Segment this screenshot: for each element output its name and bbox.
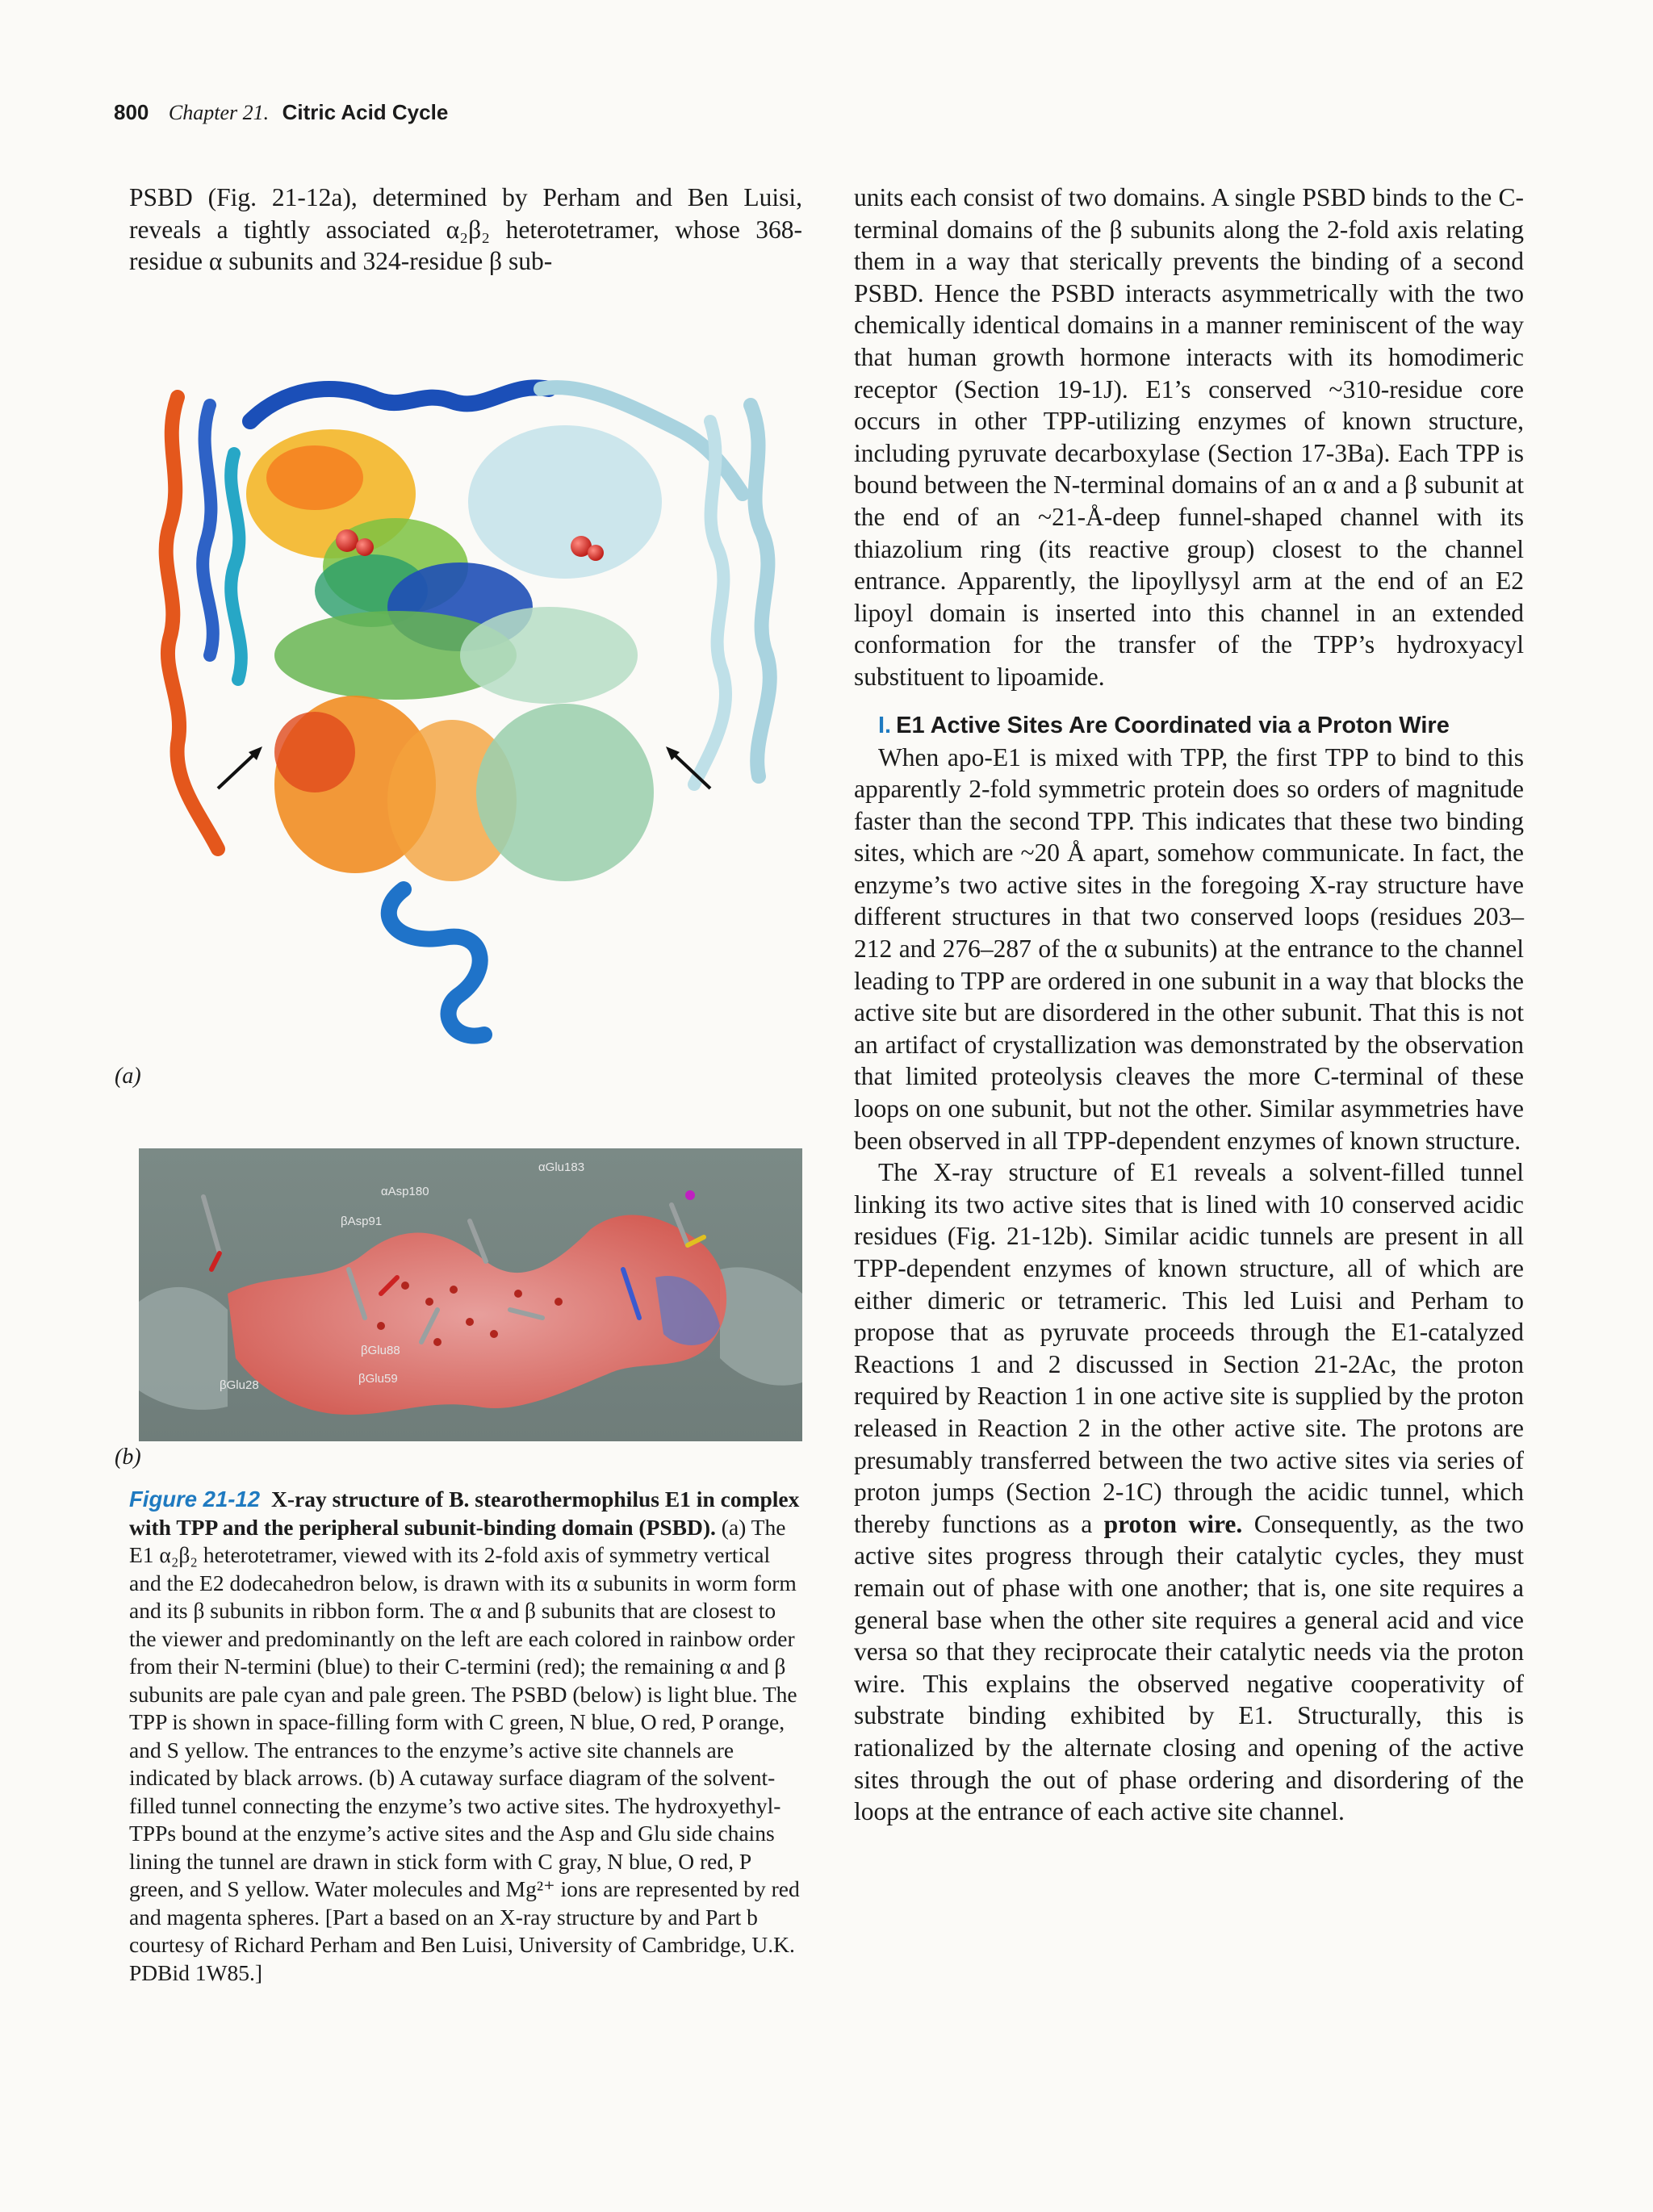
- left-column-text: [129, 182, 802, 278]
- section-heading: [878, 709, 1524, 742]
- proton-wire-text-b: Consequently, as the two active sites progress through their catalytic cycles, they must remain out of phase with one another; that is, one site requires a general base when the other site requires a general acid and vice versa so that they reciprocate their catalytic needs via the proton wire. This explains the observed negative cooperativity of substrate binding exhibited by E1. Structurally, this is rationalized by the alternate closing and opening of the active sites through the out of phase ordering and disordering of the loops at the entrance of each active site channel.: [854, 1509, 1525, 1826]
- figure-b-label: (b): [115, 1445, 141, 1470]
- chapter-title: Citric Acid Cycle: [282, 100, 449, 124]
- label-bglu59: βGlu59: [358, 1372, 398, 1386]
- protein-ribbon-image: [129, 332, 802, 1079]
- section-title: E1 Active Sites Are Coordinated via a Proton Wire: [896, 712, 1450, 738]
- label-bglu28: βGlu28: [220, 1378, 259, 1392]
- tunnel-surface-image: [139, 1148, 802, 1441]
- right-column-text: [854, 182, 1524, 1828]
- label-aglu183: αGlu183: [538, 1160, 585, 1174]
- paragraph-apo-e1: When apo-E1 is mixed with TPP, the first TPP to bind to this apparently 2-fold symmetric protein does so orders of magnitude faster than the second TPP. This indicates that these two binding sites, which are ~20 Å apart, somehow communicate. In fact, the enzyme’s two active sites in the foregoing X-ray structure have different structures in that two conserved loops (residues 203–212 and 276–287 of the α subunits) at the entrance to the channel leading to TPP are ordered in one subunit in a way that blocks the active site but are disordered in the other subunit. That this is not an artifact of crystallization was demonstrated by the observation that limited proteolysis cleaves the more C-terminal of these loops on one subunit, but not the other. Similar asymmetries have been observed in all TPP-dependent enzymes of known structure.: [854, 742, 1524, 1155]
- chapter-label: Chapter 21.: [168, 101, 270, 124]
- paragraph-continued: units each consist of two domains. A single PSBD binds to the C-terminal domains of the β subunits along the 2-fold axis relating them in a way that sterically prevents the binding of a second PSBD. Hence the PSBD interacts asymmetrically with the two chemically identical domains in a manner reminiscent of the way that human growth hormone interacts with its homodimeric receptor (Section 19-1J). E1’s conserved ~310-residue core occurs in other TPP-utilizing enzymes of known structure, including pyruvate decarboxylase (Section 17-3Ba). Each TPP is bound between the N-terminal domains of an α and a β subunit at the end of an ~21-Å-deep funnel-shaped channel with its thiazolium ring (its reactive group) closest to the channel entrance. Apparently, the lipoyllysyl arm at the end of an E2 lipoyl domain is inserted into this channel in an extended conformation for the transfer of the TPP’s hydroxyacyl substituent to lipoamide.: [854, 183, 1524, 691]
- figure-caption: [129, 1486, 802, 1987]
- figure-a-protein-structure: [129, 332, 802, 1079]
- figure-a-label: (a): [115, 1064, 141, 1089]
- section-letter: I.: [878, 712, 892, 738]
- caption-body: (a) The E1 α₂β₂ heterotetramer, viewed with its 2-fold axis of symmetry vertical and the E2 dodecahedron below, is drawn with its α subunits in worm form and its β subunits in ribbon form. The α and β subunits that are closest to the viewer and predominantly on the left are each colored in rainbow order from their N-termini (blue) to their C-termini (red); the remaining α and β subunits are pale cyan and pale green. The PSBD (below) is light blue. The TPP is shown in space-filling form with C green, N blue, O red, P orange, and S yellow. The entrances to the enzyme’s active site channels are indicated by black arrows. (b) A cutaway surface diagram of the solvent-filled tunnel connecting the enzyme’s two active sites. The hydroxyethyl-TPPs bound at the enzyme’s active sites and the Asp and Glu side chains lining the tunnel are drawn in stick form with C gray, N blue, O red, P green, and S yellow. Water molecules and Mg²⁺ ions are represented by red and magenta spheres. [Part a based on an X-ray structure by and Part b courtesy of Richard Perham and Ben Luisi, University of Cambridge, U.K. PDBid 1W85.]: [129, 1514, 800, 1985]
- paragraph-proton-wire: [854, 1156, 1524, 1827]
- label-aasp180: αAsp180: [381, 1185, 429, 1198]
- proton-wire-term: proton wire.: [1103, 1509, 1243, 1538]
- page-number: 800: [114, 100, 149, 124]
- intro-paragraph: PSBD (Fig. 21-12a), determined by Perham and Ben Luisi, reveals a tightly associated α₂β₂ heterotetramer, whose 368-residue α subunits and 324-residue β sub-: [129, 183, 802, 276]
- label-bglu88: βGlu88: [361, 1344, 400, 1357]
- running-header: [114, 100, 448, 125]
- figure-b-tunnel-surface: [139, 1148, 802, 1441]
- proton-wire-text-a: The X-ray structure of E1 reveals a solvent-filled tunnel linking its two active sites that is lined with 10 conserved acidic residues (Fig. 21-12b). Similar acidic tunnels are present in all TPP-dependent enzymes of known structure, all of which are either dimeric or tetrameric. This led Luisi and Perham to propose that as pyruvate proceeds through the E1-catalyzed Reactions 1 and 2 discussed in Section 21-2Ac, the proton required by Reaction 1 in one active site is supplied by the proton released in Reaction 2 in the other active site. The protons are presumably transferred between the two active sites via series of proton jumps (Section 2-1C) through the acidic tunnel, which thereby functions as a: [854, 1158, 1524, 1538]
- figure-number: Figure 21-12: [129, 1487, 261, 1512]
- label-basp91: βAsp91: [341, 1215, 383, 1228]
- caption-title: X-ray structure of B. stearothermophilus E1 in complex with TPP and the peripheral subunit-binding domain (PSBD).: [129, 1487, 800, 1540]
